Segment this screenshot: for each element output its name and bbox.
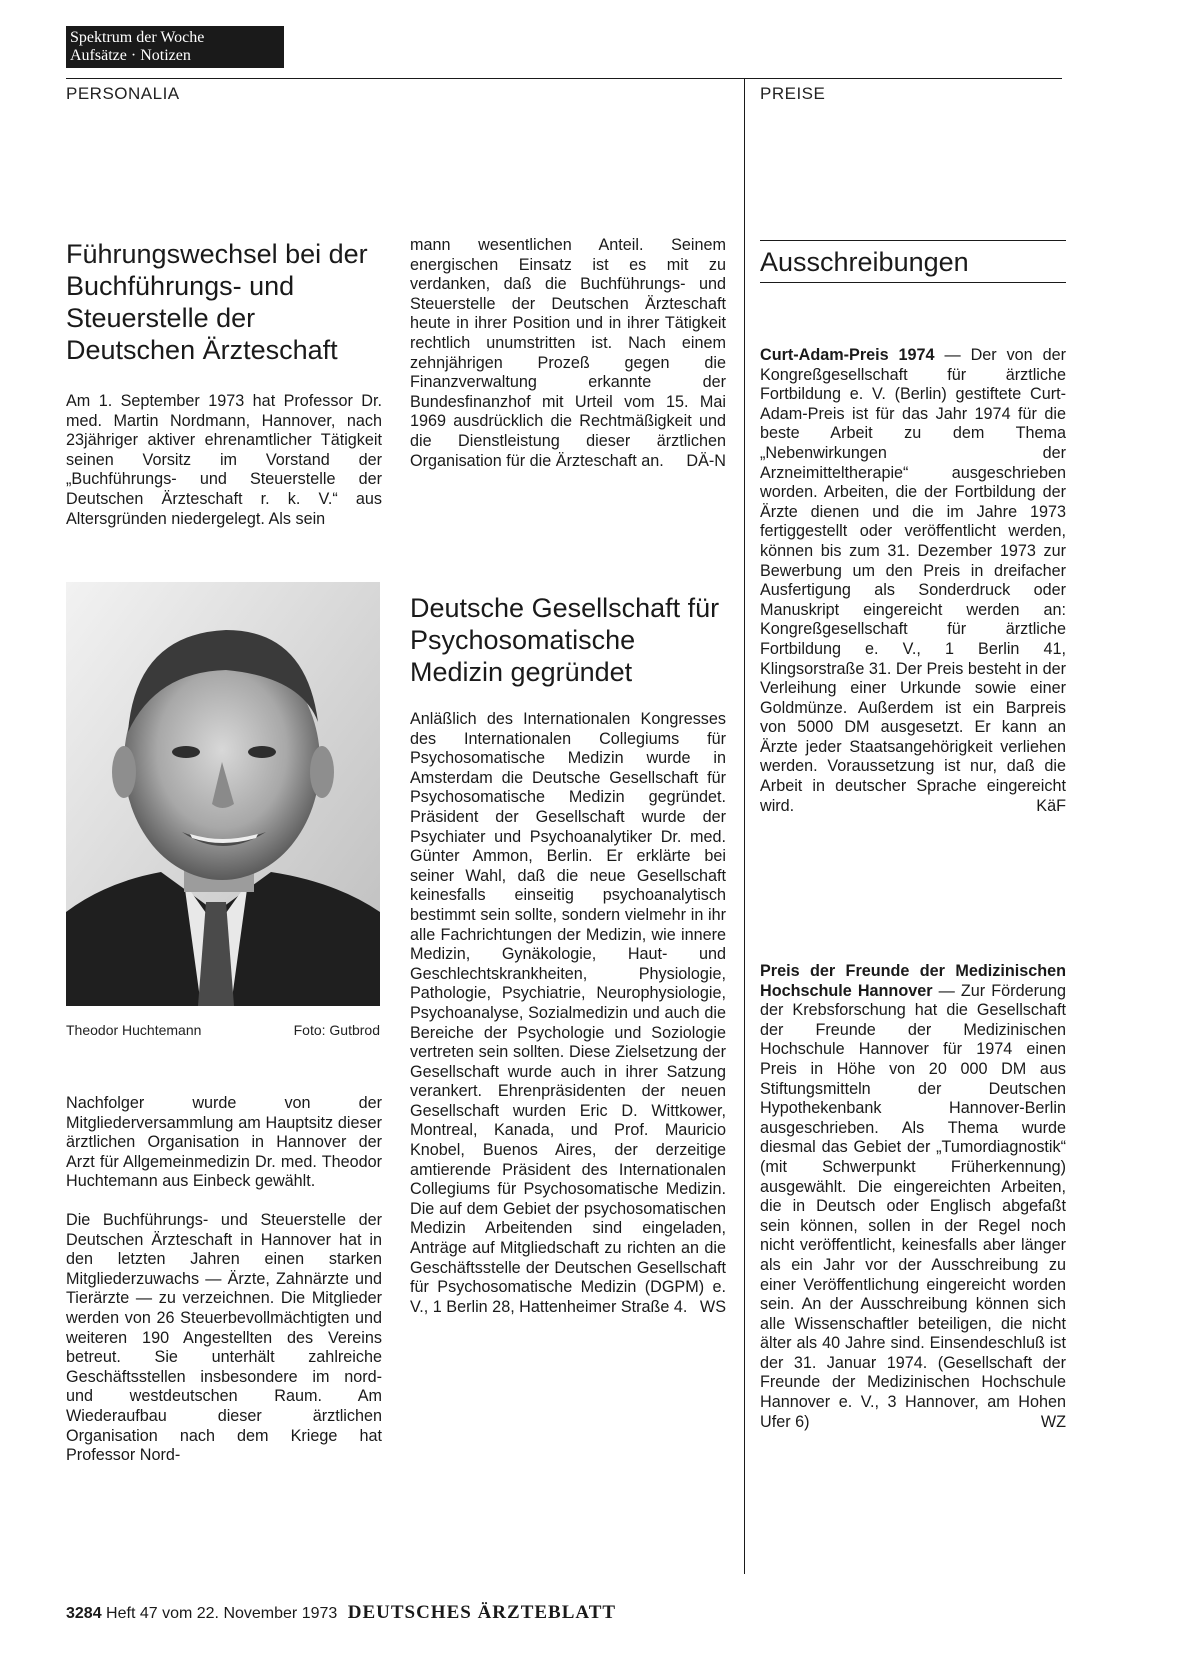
prize1-signature: KäF (1036, 796, 1066, 815)
ausschreibungen-rule-top (760, 240, 1066, 241)
article2-text: Anläßlich des Internationalen Kongresses des Internationalen Collegiums für Psychosomatische Medizin wurde in Amsterdam die Deutsche Gesellschaft für Psychosomatische Medizin gegründet. Präsident der Gesellschaft wurde der Psychiater und Psychoanalytiker Dr. med. Günter Ammon, Berlin. Er erklärte bei seiner Wahl, daß die neue Gesellschaft keinesfalls einseitig psychoanalytisch bestimmt sein sollte, sondern vielmehr in ihr alle Fachrichtungen der Medizin, wie innere Medizin, Gynäkologie, Haut- und Geschlechtskrankheiten, Physiologie, Pathologie, Psychiatrie, Neurophysiologie, Psychoanalyse, Sozialmedizin und auch die Bereiche der Psychologie und Soziologie vertreten sein sollten. Diese Zielsetzung der Gesellschaft wurde auch in ihrer Satzung verankert. Ehrenpräsidenten der neuen Gesellschaft wurden Eric D. Wittkower, Montreal, Kanada, und Prof. Mauricio Knobel, Buenos Aires, der derzeitige amtierende Präsident des Internationalen Collegiums für Psychosomatische Medizin. Die auf dem Gebiet der psychosomatischen Medizin Arbeitenden sind eingeladen, Anträge auf Mitgliedschaft zu richten an die Geschäftsstelle der Deutschen Gesellschaft für Psychosomatische Medizin (DGPM) e. V., 1 Berlin 28, Hattenheimer Straße 4. (410, 710, 726, 1316)
prize2-text: — Zur Förderung der Krebsforschung hat die Gesellschaft der Freunde der Medizinischen Hochschule Hannover für 1974 einen Preis in Höhe von 20 000 DM aus Stiftungsmitteln der Deutschen Hypothekenbank Hannover-Berlin ausgeschrieben. Als Thema wurde diesmal das Gebiet der „Tumordiagnostik“ (mit Schwerpunkt Früherkennung) ausgewählt. Die eingereichten Arbeiten, die in Deutsch oder Englisch abgefaßt sein können, sollen in der Regel noch nicht veröffentlicht, keinesfalls aber länger als ein Jahr vor der Ausschreibung zu einer Veröffentlichung eingereicht worden sein. An der Ausschreibung können sich alle Wissenschaftler beteiligen, die nicht älter als 40 Jahre sind. Einsendeschluß ist der 31. Januar 1974. (Gesellschaft der Freunde der Medizinischen Hochschule Hannover e. V., 3 Hannover, am Hohen Ufer 6) (760, 981, 1066, 1431)
photo-credit: Foto: Gutbrod (293, 1022, 380, 1038)
prize2-block (760, 962, 1066, 1432)
article1-signature: DÄ-N (686, 451, 726, 470)
page-footer (66, 1602, 616, 1624)
section-badge-line1: Spektrum der Woche (70, 29, 205, 46)
article1-paragraph-1: Am 1. September 1973 hat Professor Dr. med. Martin Nordmann, Hannover, nach 23jähriger aktiver ehrenamtlicher Tätigkeit seinen Vorsitz im Vorstand der „Buchführungs- und Steuerstelle der Deutschen Ärzteschaft r. k. V.“ aus Altersgründen niedergelegt. Als sein (66, 392, 382, 528)
article2-headline: Deutsche Gesellschaft für Psychosomatische Medizin gegründet (410, 593, 720, 687)
section-badge-line2: Aufsätze · Notizen (70, 47, 191, 64)
article1-body-bottom (66, 1094, 382, 1466)
ausschreibungen-rule-bottom (760, 282, 1066, 283)
photo-caption (66, 1022, 380, 1038)
portrait-image (66, 582, 380, 1006)
article1-paragraph-4: mann wesentlichen Anteil. Seinem energischen Einsatz ist es mit zu verdanken, daß die Buchführungs- und Steuerstelle der Deutschen Ärzteschaft heute in ihrer Position und in ihrer Tätigkeit rechtlich unumstritten ist. Nach einem zehnjährigen Prozeß gegen die Finanzverwaltung erkannte der Bundesfinanzhof mit Urteil vom 15. Mai 1969 ausdrücklich die Rechtmäßigkeit und die Dienstleistung dieser ärztlichen Organisation für die Ärzteschaft an. (410, 236, 726, 470)
category-preise: PREISE (760, 84, 826, 103)
prize1-text: — Der von der Kongreßgesellschaft für ärztliche Fortbildung e. V. (Berlin) gestiftete Curt-Adam-Preis ist für das Jahr 1974 für die beste Arbeit zu dem Thema „Nebenwirkungen der Arzneimitteltherapie“ ausgeschrieben worden. Arbeiten, die der Fortbildung der Ärzte dienen und die im Jahre 1973 fertiggestellt oder veröffentlicht werden, können bis zum 31. Dezember 1973 zur Bewerbung um den Preis in dreifacher Ausfertigung als Sonderdruck oder Manuskript eingereicht werden an: Kongreßgesellschaft für ärztliche Fortbildung e. V., 1 Berlin 41, Klingsorstraße 31. Der Preis besteht in der Verleihung einer Urkunde sowie einer Goldmünze. Außerdem ist ein Barpreis von 5000 DM ausgesetzt. Er kann an Ärzte jeder Staatsangehörigkeit verliehen werden. Voraussetzung ist nur, daß die Arbeit in deutscher Sprache eingereicht wird. (760, 346, 1066, 815)
prize1-block (760, 346, 1066, 816)
prize2-lead: Preis der Freunde der Medizinischen Hochschule Hannover (760, 962, 1066, 1000)
prize1-lead: Curt-Adam-Preis 1974 (760, 346, 935, 364)
article3-headline: Ausschreibungen (760, 247, 969, 277)
section-badge (66, 26, 284, 68)
page-number: 3284 (66, 1605, 102, 1622)
photo-caption-name: Theodor Huchtemann (66, 1022, 202, 1038)
article2-signature: WS (699, 1297, 726, 1316)
article1-paragraph-3: Die Buchführungs- und Steuerstelle der Deutschen Ärzteschaft in Hannover hat in den letzten Jahren einen starken Mitgliederzuwachs — Ärzte, Zahnärzte und Tierärzte — zu verzeichnen. Die Mitglieder werden von 26 Steuerbevollmächtigten und weiteren 190 Angestellten des Vereins betreut. Sie unterhält zahlreiche Geschäftsstellen insbesondere im nord- und westdeutschen Raum. Am Wiederaufbau dieser ärztlichen Organisation nach dem Kriege hat Professor Nord- (66, 1210, 382, 1465)
category-personalia: PERSONALIA (66, 84, 180, 103)
article2-body (410, 710, 726, 1317)
prize2-signature: WZ (1040, 1412, 1066, 1431)
article1-continuation (410, 236, 726, 471)
column-divider (744, 78, 745, 1574)
magazine-name: DEUTSCHES ÄRZTEBLATT (347, 1602, 617, 1623)
article1-paragraph-2: Nachfolger wurde von der Mitgliederversammlung am Hauptsitz dieser ärztlichen Organisation in Hannover der Arzt für Allgemeinmedizin Dr. med. Theodor Huchtemann aus Einbeck gewählt. (66, 1094, 382, 1191)
article1-body-top (66, 392, 382, 529)
issue-info: Heft 47 vom 22. November 1973 (106, 1605, 338, 1622)
header-rule (66, 78, 1062, 79)
portrait-photo (66, 582, 380, 1006)
article1-headline: Führungswechsel bei der Buchführungs- und Steuerstelle der Deutschen Ärzteschaft (66, 239, 368, 365)
